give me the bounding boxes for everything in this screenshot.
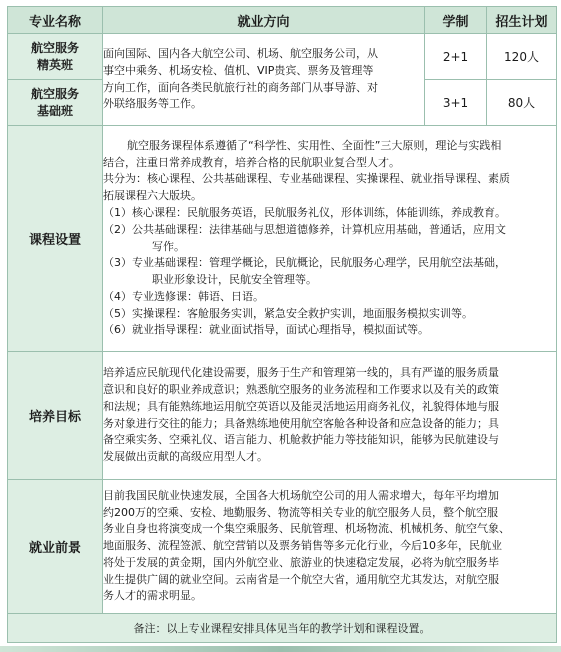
enrollment-elite: 120人 [487, 34, 557, 80]
header-major: 专业名称 [8, 7, 103, 34]
course-content: 航空服务课程体系遵循了“科学性、实用性、全面性”三大原则，理论与实践相 结合，注重日常养成教育，培养合格的民航职业复合型人才。 共分为：核心课程、公共基础课程、专业基础课程、实操课程、就业指导课程、素质 拓展课程六大版块。 （1）核心课程：民航服务英语，民航服务礼仪，形体训练，体能训练，养成教育。 （2）公共基础课程：法律基础与思想道德修养，计算机应用基础，普通话，应用文 写作。 （3）专业基础课程：管理学概论，民航概论，民航服务心理学，民用航空法基础， 职业形象设计，民航安全管理等。 （4）专业选修课：韩语、日语。 （5）实操课程：客舱服务实训，紧急安全救护实训，地面服务模拟实训等。 （6）就业指导课程：就业面试指导，面试心理指导，模拟面试等。 [103, 126, 557, 352]
course-item-1: （1）核心课程：民航服务英语，民航服务礼仪，形体训练，体能训练，养成教育。 [103, 205, 506, 219]
program-row-elite [8, 34, 557, 80]
program-table [7, 6, 557, 643]
employment-direction: 面向国际、国内各大航空公司、机场、航空服务公司，从 事空中乘务、机场安检、值机、VIP贵宾、票务及管理等 方向工作，面向各类民航旅行社的商务部门从事导游、对 外联络服务等工作。 [103, 34, 425, 126]
prospect-title: 就业前景 [8, 480, 103, 614]
course-item-6: （6）就业指导课程：就业面试指导，面试心理指导，模拟面试等。 [103, 323, 429, 337]
header-enrollment: 招生计划 [487, 7, 557, 34]
course-title: 课程设置 [8, 126, 103, 352]
course-item-4: （4）专业选修课：韩语、日语。 [103, 289, 264, 303]
goal-content: 培养适应民航现代化建设需要，服务于生产和管理第一线的，具有严谨的服务质量 意识和良好的职业养成意识；熟悉航空服务的业务流程和工作要求以及有关的政策 和法规；具有能熟练地运用航空英语以及能灵活地运用商务礼仪，礼貌得体地与服 务对象进行交往的能力；具备熟练地使用航空客舱各种设备和应急设备的能力；具 备空乘实务、空乘礼仪、语言能力、机舱救护能力等技能知识，能够为民航建设与 发展做出贡献的高级应用型人才。 [103, 352, 557, 480]
program-name-basic: 航空服务 基础班 [8, 80, 103, 126]
header-duration: 学制 [425, 7, 487, 34]
goal-title: 培养目标 [8, 352, 103, 480]
course-item-5: （5）实操课程：客舱服务实训，紧急安全救护实训，地面服务模拟实训等。 [103, 306, 473, 320]
course-item-3: （3）专业基础课程：管理学概论，民航概论，民航服务心理学，民用航空法基础， [103, 256, 506, 270]
enrollment-basic: 80人 [487, 80, 557, 126]
duration-elite: 2+1 [425, 34, 487, 80]
note-text: 备注：以上专业课程安排具体见当年的教学计划和课程设置。 [8, 614, 557, 643]
program-name-elite: 航空服务 精英班 [8, 34, 103, 80]
course-item-2: （2）公共基础课程：法律基础与思想道德修养，计算机应用基础，普通话，应用文 [103, 222, 506, 236]
course-row [8, 126, 557, 352]
header-row [8, 7, 557, 34]
duration-basic: 3+1 [425, 80, 487, 126]
prospect-content: 目前我国民航业快速发展，全国各大机场航空公司的用人需求增大，每年平均增加 约200万的空乘、安检、地勤服务、物流等相关专业的航空服务人员，整个航空服 务业自身也将演变成一个集空乘服务、民航管理、机场物流、机械机务、航空气象、 地面服务、流程签派、航空营销以及票务销售等多元化行业，今后10多年，民航业 将处于发展的黄金期，国内外航空业、旅游业的快速稳定发展，必将为航空服务毕 业生提供广阔的就业空间。云南省是一个航空大省，通用航空尤其发达，对航空服 务人才的需求明显。 [103, 480, 557, 614]
decorative-stripe [0, 646, 561, 652]
note-row [8, 614, 557, 643]
prospect-row [8, 480, 557, 614]
goal-row [8, 352, 557, 480]
header-direction: 就业方向 [103, 7, 425, 34]
